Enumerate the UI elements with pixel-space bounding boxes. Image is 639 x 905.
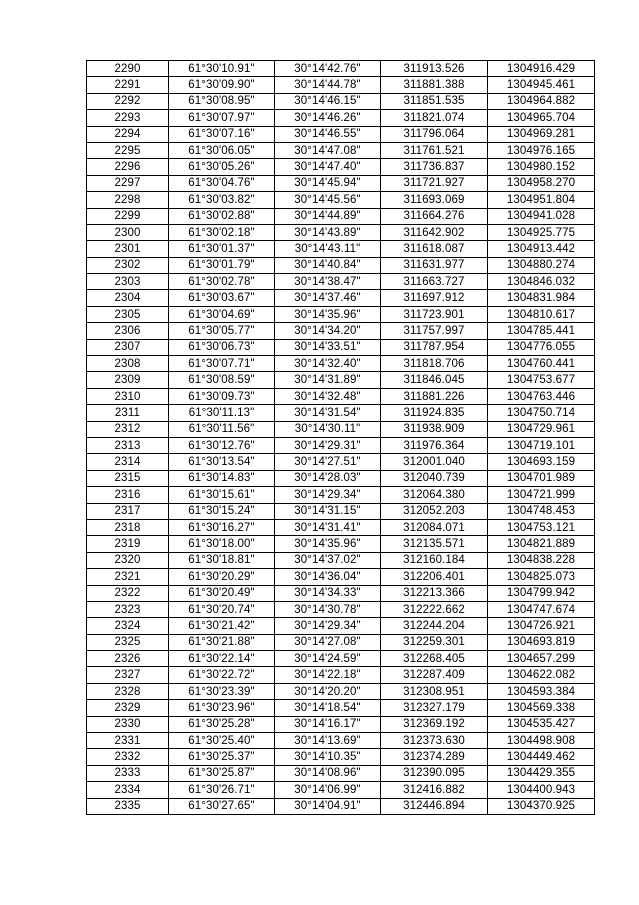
point-number-cell: 2319: [87, 536, 169, 552]
x-coordinate-cell: 312268.405: [381, 651, 488, 667]
table-row: [87, 339, 595, 355]
x-coordinate-cell: 312160.184: [381, 552, 488, 568]
x-coordinate-cell: 312213.366: [381, 585, 488, 601]
longitude-cell: 30°14'22.18": [275, 667, 381, 683]
table-row: [87, 257, 595, 273]
y-coordinate-cell: 1304846.032: [488, 274, 595, 290]
y-coordinate-cell: 1304748.453: [488, 503, 595, 519]
table-row: [87, 634, 595, 650]
latitude-cell: 61°30'14.83": [169, 470, 275, 486]
latitude-cell: 61°30'21.88": [169, 634, 275, 650]
coordinates-table: [86, 60, 595, 815]
point-number-cell: 2291: [87, 77, 169, 93]
longitude-cell: 30°14'20.20": [275, 683, 381, 699]
x-coordinate-cell: 311787.954: [381, 339, 488, 355]
longitude-cell: 30°14'32.40": [275, 356, 381, 372]
point-number-cell: 2329: [87, 700, 169, 716]
point-number-cell: 2304: [87, 290, 169, 306]
x-coordinate-cell: 311721.927: [381, 175, 488, 191]
longitude-cell: 30°14'16.17": [275, 716, 381, 732]
table-row: [87, 77, 595, 93]
x-coordinate-cell: 312244.204: [381, 618, 488, 634]
y-coordinate-cell: 1304657.299: [488, 651, 595, 667]
table-row: [87, 192, 595, 208]
y-coordinate-cell: 1304785.441: [488, 323, 595, 339]
y-coordinate-cell: 1304838.228: [488, 552, 595, 568]
table-body: [87, 61, 595, 815]
latitude-cell: 61°30'06.05": [169, 142, 275, 158]
latitude-cell: 61°30'04.69": [169, 306, 275, 322]
point-number-cell: 2327: [87, 667, 169, 683]
longitude-cell: 30°14'31.54": [275, 405, 381, 421]
table-row: [87, 470, 595, 486]
point-number-cell: 2331: [87, 733, 169, 749]
longitude-cell: 30°14'31.41": [275, 519, 381, 535]
latitude-cell: 61°30'08.95": [169, 93, 275, 109]
longitude-cell: 30°14'34.20": [275, 323, 381, 339]
x-coordinate-cell: 312369.192: [381, 716, 488, 732]
table-row: [87, 733, 595, 749]
x-coordinate-cell: 312259.301: [381, 634, 488, 650]
table-row: [87, 224, 595, 240]
table-row: [87, 372, 595, 388]
y-coordinate-cell: 1304821.889: [488, 536, 595, 552]
latitude-cell: 61°30'12.76": [169, 437, 275, 453]
y-coordinate-cell: 1304941.028: [488, 208, 595, 224]
latitude-cell: 61°30'07.16": [169, 126, 275, 142]
table-row: [87, 618, 595, 634]
y-coordinate-cell: 1304810.617: [488, 306, 595, 322]
y-coordinate-cell: 1304753.121: [488, 519, 595, 535]
x-coordinate-cell: 312206.401: [381, 569, 488, 585]
point-number-cell: 2298: [87, 192, 169, 208]
longitude-cell: 30°14'33.51": [275, 339, 381, 355]
table-row: [87, 110, 595, 126]
y-coordinate-cell: 1304760.441: [488, 356, 595, 372]
x-coordinate-cell: 311913.526: [381, 61, 488, 77]
y-coordinate-cell: 1304964.882: [488, 93, 595, 109]
x-coordinate-cell: 312135.571: [381, 536, 488, 552]
latitude-cell: 61°30'07.97": [169, 110, 275, 126]
point-number-cell: 2295: [87, 142, 169, 158]
x-coordinate-cell: 311618.087: [381, 241, 488, 257]
table-row: [87, 388, 595, 404]
table-row: [87, 405, 595, 421]
latitude-cell: 61°30'15.61": [169, 487, 275, 503]
y-coordinate-cell: 1304880.274: [488, 257, 595, 273]
x-coordinate-cell: 311976.364: [381, 437, 488, 453]
longitude-cell: 30°14'47.40": [275, 159, 381, 175]
table-row: [87, 749, 595, 765]
point-number-cell: 2309: [87, 372, 169, 388]
y-coordinate-cell: 1304429.355: [488, 765, 595, 781]
point-number-cell: 2310: [87, 388, 169, 404]
longitude-cell: 30°14'34.33": [275, 585, 381, 601]
table-row: [87, 798, 595, 814]
y-coordinate-cell: 1304593.384: [488, 683, 595, 699]
table-row: [87, 569, 595, 585]
x-coordinate-cell: 312084.071: [381, 519, 488, 535]
table-row: [87, 519, 595, 535]
point-number-cell: 2294: [87, 126, 169, 142]
longitude-cell: 30°14'27.08": [275, 634, 381, 650]
longitude-cell: 30°14'43.89": [275, 224, 381, 240]
table-row: [87, 765, 595, 781]
x-coordinate-cell: 311736.837: [381, 159, 488, 175]
table-row: [87, 552, 595, 568]
x-coordinate-cell: 312327.179: [381, 700, 488, 716]
x-coordinate-cell: 312287.409: [381, 667, 488, 683]
table-row: [87, 241, 595, 257]
latitude-cell: 61°30'20.74": [169, 601, 275, 617]
point-number-cell: 2326: [87, 651, 169, 667]
x-coordinate-cell: 312373.630: [381, 733, 488, 749]
table-row: [87, 716, 595, 732]
table-row: [87, 585, 595, 601]
latitude-cell: 61°30'16.27": [169, 519, 275, 535]
y-coordinate-cell: 1304569.338: [488, 700, 595, 716]
y-coordinate-cell: 1304693.819: [488, 634, 595, 650]
table-row: [87, 61, 595, 77]
y-coordinate-cell: 1304498.908: [488, 733, 595, 749]
y-coordinate-cell: 1304799.942: [488, 585, 595, 601]
y-coordinate-cell: 1304945.461: [488, 77, 595, 93]
longitude-cell: 30°14'31.89": [275, 372, 381, 388]
table-row: [87, 142, 595, 158]
table-row: [87, 601, 595, 617]
point-number-cell: 2315: [87, 470, 169, 486]
longitude-cell: 30°14'24.59": [275, 651, 381, 667]
x-coordinate-cell: 311642.902: [381, 224, 488, 240]
point-number-cell: 2332: [87, 749, 169, 765]
y-coordinate-cell: 1304913.442: [488, 241, 595, 257]
longitude-cell: 30°14'28.03": [275, 470, 381, 486]
longitude-cell: 30°14'46.15": [275, 93, 381, 109]
latitude-cell: 61°30'26.71": [169, 782, 275, 798]
point-number-cell: 2302: [87, 257, 169, 273]
latitude-cell: 61°30'20.49": [169, 585, 275, 601]
longitude-cell: 30°14'47.08": [275, 142, 381, 158]
latitude-cell: 61°30'03.82": [169, 192, 275, 208]
x-coordinate-cell: 311757.997: [381, 323, 488, 339]
latitude-cell: 61°30'02.18": [169, 224, 275, 240]
x-coordinate-cell: 311631.977: [381, 257, 488, 273]
y-coordinate-cell: 1304958.270: [488, 175, 595, 191]
latitude-cell: 61°30'22.14": [169, 651, 275, 667]
latitude-cell: 61°30'11.56": [169, 421, 275, 437]
y-coordinate-cell: 1304693.159: [488, 454, 595, 470]
point-number-cell: 2330: [87, 716, 169, 732]
x-coordinate-cell: 311693.069: [381, 192, 488, 208]
point-number-cell: 2328: [87, 683, 169, 699]
table-row: [87, 208, 595, 224]
x-coordinate-cell: 311723.901: [381, 306, 488, 322]
x-coordinate-cell: 312001.040: [381, 454, 488, 470]
table-row: [87, 437, 595, 453]
longitude-cell: 30°14'27.51": [275, 454, 381, 470]
latitude-cell: 61°30'23.39": [169, 683, 275, 699]
table-row: [87, 700, 595, 716]
point-number-cell: 2305: [87, 306, 169, 322]
point-number-cell: 2323: [87, 601, 169, 617]
latitude-cell: 61°30'02.88": [169, 208, 275, 224]
table-row: [87, 487, 595, 503]
point-number-cell: 2333: [87, 765, 169, 781]
point-number-cell: 2311: [87, 405, 169, 421]
latitude-cell: 61°30'21.42": [169, 618, 275, 634]
longitude-cell: 30°14'32.48": [275, 388, 381, 404]
y-coordinate-cell: 1304622.082: [488, 667, 595, 683]
latitude-cell: 61°30'25.87": [169, 765, 275, 781]
x-coordinate-cell: 311881.226: [381, 388, 488, 404]
x-coordinate-cell: 311821.074: [381, 110, 488, 126]
x-coordinate-cell: 311818.706: [381, 356, 488, 372]
y-coordinate-cell: 1304449.462: [488, 749, 595, 765]
latitude-cell: 61°30'13.54": [169, 454, 275, 470]
latitude-cell: 61°30'04.76": [169, 175, 275, 191]
longitude-cell: 30°14'35.96": [275, 536, 381, 552]
y-coordinate-cell: 1304925.775: [488, 224, 595, 240]
table-row: [87, 421, 595, 437]
y-coordinate-cell: 1304825.073: [488, 569, 595, 585]
x-coordinate-cell: 311697.912: [381, 290, 488, 306]
point-number-cell: 2318: [87, 519, 169, 535]
latitude-cell: 61°30'18.81": [169, 552, 275, 568]
latitude-cell: 61°30'03.67": [169, 290, 275, 306]
point-number-cell: 2320: [87, 552, 169, 568]
latitude-cell: 61°30'25.40": [169, 733, 275, 749]
point-number-cell: 2308: [87, 356, 169, 372]
point-number-cell: 2307: [87, 339, 169, 355]
longitude-cell: 30°14'04.91": [275, 798, 381, 814]
x-coordinate-cell: 312064.380: [381, 487, 488, 503]
latitude-cell: 61°30'27.65": [169, 798, 275, 814]
table-row: [87, 454, 595, 470]
point-number-cell: 2335: [87, 798, 169, 814]
x-coordinate-cell: 311761.521: [381, 142, 488, 158]
table-row: [87, 323, 595, 339]
longitude-cell: 30°14'44.78": [275, 77, 381, 93]
y-coordinate-cell: 1304747.674: [488, 601, 595, 617]
latitude-cell: 61°30'02.78": [169, 274, 275, 290]
longitude-cell: 30°14'18.54": [275, 700, 381, 716]
longitude-cell: 30°14'44.89": [275, 208, 381, 224]
table-row: [87, 356, 595, 372]
longitude-cell: 30°14'37.46": [275, 290, 381, 306]
point-number-cell: 2306: [87, 323, 169, 339]
x-coordinate-cell: 312390.095: [381, 765, 488, 781]
x-coordinate-cell: 311664.276: [381, 208, 488, 224]
y-coordinate-cell: 1304701.989: [488, 470, 595, 486]
table-row: [87, 290, 595, 306]
point-number-cell: 2301: [87, 241, 169, 257]
point-number-cell: 2313: [87, 437, 169, 453]
x-coordinate-cell: 312052.203: [381, 503, 488, 519]
x-coordinate-cell: 311924.835: [381, 405, 488, 421]
table-row: [87, 536, 595, 552]
latitude-cell: 61°30'15.24": [169, 503, 275, 519]
x-coordinate-cell: 311938.909: [381, 421, 488, 437]
longitude-cell: 30°14'46.26": [275, 110, 381, 126]
latitude-cell: 61°30'06.73": [169, 339, 275, 355]
longitude-cell: 30°14'08.96": [275, 765, 381, 781]
y-coordinate-cell: 1304916.429: [488, 61, 595, 77]
latitude-cell: 61°30'08.59": [169, 372, 275, 388]
x-coordinate-cell: 312040.739: [381, 470, 488, 486]
x-coordinate-cell: 311663.727: [381, 274, 488, 290]
table-row: [87, 503, 595, 519]
longitude-cell: 30°14'10.35": [275, 749, 381, 765]
table-row: [87, 274, 595, 290]
latitude-cell: 61°30'18.00": [169, 536, 275, 552]
y-coordinate-cell: 1304719.101: [488, 437, 595, 453]
longitude-cell: 30°14'29.34": [275, 487, 381, 503]
table-row: [87, 667, 595, 683]
longitude-cell: 30°14'40.84": [275, 257, 381, 273]
point-number-cell: 2314: [87, 454, 169, 470]
longitude-cell: 30°14'45.94": [275, 175, 381, 191]
y-coordinate-cell: 1304965.704: [488, 110, 595, 126]
point-number-cell: 2316: [87, 487, 169, 503]
y-coordinate-cell: 1304729.961: [488, 421, 595, 437]
longitude-cell: 30°14'45.56": [275, 192, 381, 208]
x-coordinate-cell: 312446.894: [381, 798, 488, 814]
point-number-cell: 2322: [87, 585, 169, 601]
table-row: [87, 93, 595, 109]
point-number-cell: 2312: [87, 421, 169, 437]
longitude-cell: 30°14'30.11": [275, 421, 381, 437]
latitude-cell: 61°30'22.72": [169, 667, 275, 683]
point-number-cell: 2324: [87, 618, 169, 634]
table-row: [87, 175, 595, 191]
longitude-cell: 30°14'06.99": [275, 782, 381, 798]
latitude-cell: 61°30'23.96": [169, 700, 275, 716]
point-number-cell: 2292: [87, 93, 169, 109]
y-coordinate-cell: 1304753.677: [488, 372, 595, 388]
x-coordinate-cell: 311851.535: [381, 93, 488, 109]
point-number-cell: 2321: [87, 569, 169, 585]
point-number-cell: 2293: [87, 110, 169, 126]
x-coordinate-cell: 312416.882: [381, 782, 488, 798]
table-row: [87, 683, 595, 699]
longitude-cell: 30°14'42.76": [275, 61, 381, 77]
x-coordinate-cell: 311796.064: [381, 126, 488, 142]
latitude-cell: 61°30'20.29": [169, 569, 275, 585]
latitude-cell: 61°30'01.37": [169, 241, 275, 257]
longitude-cell: 30°14'31.15": [275, 503, 381, 519]
latitude-cell: 61°30'05.26": [169, 159, 275, 175]
table-row: [87, 126, 595, 142]
longitude-cell: 30°14'29.34": [275, 618, 381, 634]
table-row: [87, 159, 595, 175]
table-row: [87, 651, 595, 667]
point-number-cell: 2325: [87, 634, 169, 650]
x-coordinate-cell: 312374.289: [381, 749, 488, 765]
y-coordinate-cell: 1304763.446: [488, 388, 595, 404]
longitude-cell: 30°14'37.02": [275, 552, 381, 568]
longitude-cell: 30°14'36.04": [275, 569, 381, 585]
longitude-cell: 30°14'46.55": [275, 126, 381, 142]
latitude-cell: 61°30'11.13": [169, 405, 275, 421]
y-coordinate-cell: 1304721.999: [488, 487, 595, 503]
point-number-cell: 2299: [87, 208, 169, 224]
x-coordinate-cell: 312308.951: [381, 683, 488, 699]
x-coordinate-cell: 311881.388: [381, 77, 488, 93]
latitude-cell: 61°30'10.91": [169, 61, 275, 77]
y-coordinate-cell: 1304370.925: [488, 798, 595, 814]
y-coordinate-cell: 1304831.984: [488, 290, 595, 306]
y-coordinate-cell: 1304951.804: [488, 192, 595, 208]
y-coordinate-cell: 1304976.165: [488, 142, 595, 158]
longitude-cell: 30°14'35.96": [275, 306, 381, 322]
latitude-cell: 61°30'05.77": [169, 323, 275, 339]
point-number-cell: 2297: [87, 175, 169, 191]
x-coordinate-cell: 311846.045: [381, 372, 488, 388]
longitude-cell: 30°14'43.11": [275, 241, 381, 257]
latitude-cell: 61°30'07.71": [169, 356, 275, 372]
latitude-cell: 61°30'25.37": [169, 749, 275, 765]
y-coordinate-cell: 1304969.281: [488, 126, 595, 142]
point-number-cell: 2300: [87, 224, 169, 240]
table-row: [87, 782, 595, 798]
y-coordinate-cell: 1304750.714: [488, 405, 595, 421]
y-coordinate-cell: 1304400.943: [488, 782, 595, 798]
latitude-cell: 61°30'25.28": [169, 716, 275, 732]
latitude-cell: 61°30'09.73": [169, 388, 275, 404]
y-coordinate-cell: 1304535.427: [488, 716, 595, 732]
y-coordinate-cell: 1304726.921: [488, 618, 595, 634]
x-coordinate-cell: 312222.662: [381, 601, 488, 617]
longitude-cell: 30°14'13.69": [275, 733, 381, 749]
y-coordinate-cell: 1304980.152: [488, 159, 595, 175]
longitude-cell: 30°14'30.78": [275, 601, 381, 617]
table-row: [87, 306, 595, 322]
longitude-cell: 30°14'38.47": [275, 274, 381, 290]
y-coordinate-cell: 1304776.055: [488, 339, 595, 355]
longitude-cell: 30°14'29.31": [275, 437, 381, 453]
point-number-cell: 2334: [87, 782, 169, 798]
point-number-cell: 2296: [87, 159, 169, 175]
point-number-cell: 2290: [87, 61, 169, 77]
latitude-cell: 61°30'01.79": [169, 257, 275, 273]
point-number-cell: 2303: [87, 274, 169, 290]
point-number-cell: 2317: [87, 503, 169, 519]
latitude-cell: 61°30'09.90": [169, 77, 275, 93]
